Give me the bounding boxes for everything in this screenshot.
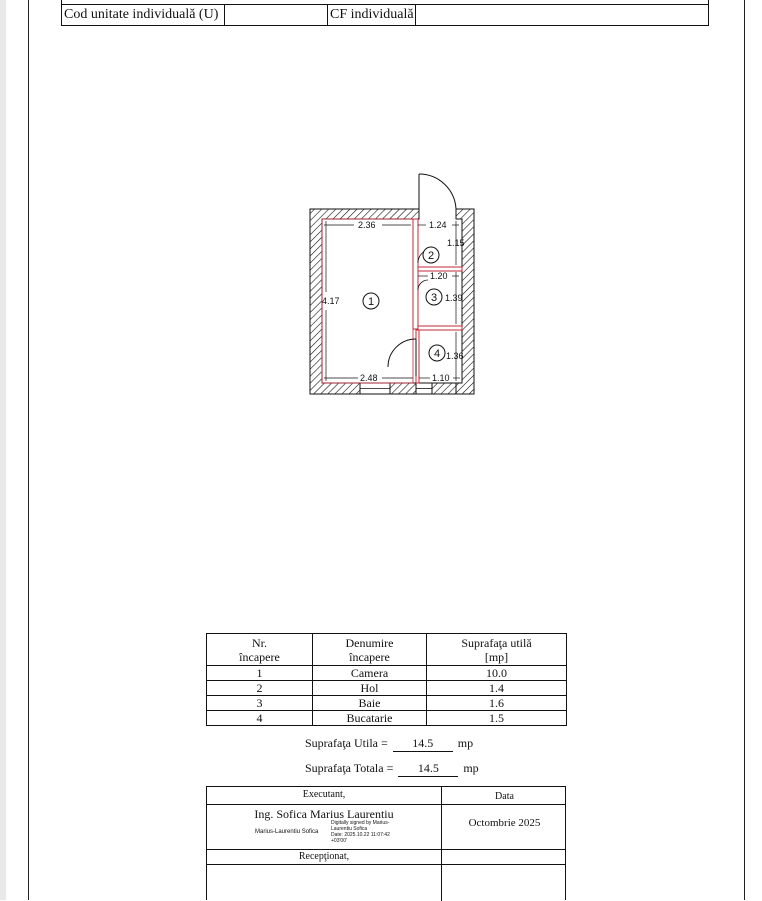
executant-label: Executant, [302, 789, 346, 800]
dim-room1-top: 2.36 [358, 220, 376, 230]
row-nr: 1 [207, 666, 313, 681]
summary-utila [305, 736, 473, 752]
digital-signature-line: Laurentiu Sofica [331, 826, 368, 832]
row-name: Bucatarie [313, 711, 427, 726]
room-2-number: 2 [427, 250, 435, 262]
row-name: Camera [313, 666, 427, 681]
row-name: Baie [313, 696, 427, 711]
door-room1 [388, 339, 416, 376]
door-room3 [418, 280, 428, 290]
door-entrance [419, 174, 456, 209]
summary-utila-unit: mp [457, 736, 474, 750]
row-area: 1.4 [427, 681, 567, 696]
row-nr: 2 [207, 681, 313, 696]
header-area-line2: [mp] [484, 649, 509, 664]
row-area: 10.0 [427, 666, 567, 681]
header-nr-line2: încapere [239, 649, 280, 664]
header-area [427, 634, 567, 666]
dim-room2-top: 1.24 [429, 220, 447, 230]
digital-signature-line: +03'00' [331, 838, 347, 844]
signature-table-rule [207, 849, 565, 850]
signature-table [206, 786, 566, 900]
header-name [313, 634, 427, 666]
engineer-name: Ing. Sofica Marius Laurentiu [254, 807, 394, 821]
summary-utila-label: Suprafaţa Utila = [305, 736, 388, 750]
digital-signature-line: Digitally signed by Marius- [331, 820, 390, 826]
digital-signature-line: Date: 2025.10.22 11:07:42 [331, 832, 390, 838]
dim-room4-height: 1.36 [446, 351, 464, 361]
header-nr-line1: Nr. [252, 635, 267, 650]
table-row [207, 681, 567, 696]
table-row [207, 696, 567, 711]
date-value: Octombrie 2025 [468, 817, 541, 829]
row-nr: 4 [207, 711, 313, 726]
row-nr: 3 [207, 696, 313, 711]
room-4-number: 4 [433, 348, 441, 360]
table-row [207, 711, 567, 726]
dim-room1-bottom: 2.48 [360, 373, 378, 383]
cf-label: CF individuală [328, 4, 416, 25]
row-name: Hol [313, 681, 427, 696]
digital-signature [331, 820, 411, 844]
summary-totala-label: Suprafaţa Totala = [305, 761, 394, 775]
header-name-line1: Denumire [345, 635, 394, 650]
signer-name: Marius-Laurentiu Sofica [255, 829, 319, 835]
header-area-line1: Suprafaţa utilă [461, 635, 532, 650]
row-area: 1.5 [427, 711, 567, 726]
cod-unitate-label: Cod unitate individuală (U) [62, 4, 225, 25]
summary-totala-unit: mp [463, 761, 479, 775]
dim-room3-height: 1.39 [445, 293, 463, 303]
dim-room2-height: 1.15 [447, 238, 465, 248]
summary-totala-value: 14.5 [398, 761, 458, 777]
dim-room3-width: 1.20 [430, 271, 448, 281]
header-nr [207, 634, 313, 666]
dim-room1-height: 4.17 [322, 296, 340, 306]
dim-room4-bottom: 1.10 [432, 373, 450, 383]
receptionat-label: Recepţionat, [298, 851, 350, 862]
row-area: 1.6 [427, 696, 567, 711]
signature-table-rule [207, 864, 565, 865]
signature-table-rule [207, 804, 565, 805]
summary-utila-value: 14.5 [393, 736, 453, 752]
room-3-number: 3 [430, 292, 438, 304]
summary-totala [305, 761, 479, 777]
data-label: Data [495, 791, 514, 802]
table-row [207, 666, 567, 681]
header-name-line2: încapere [349, 649, 390, 664]
rooms-table [206, 633, 567, 726]
room-1-number: 1 [367, 296, 375, 308]
